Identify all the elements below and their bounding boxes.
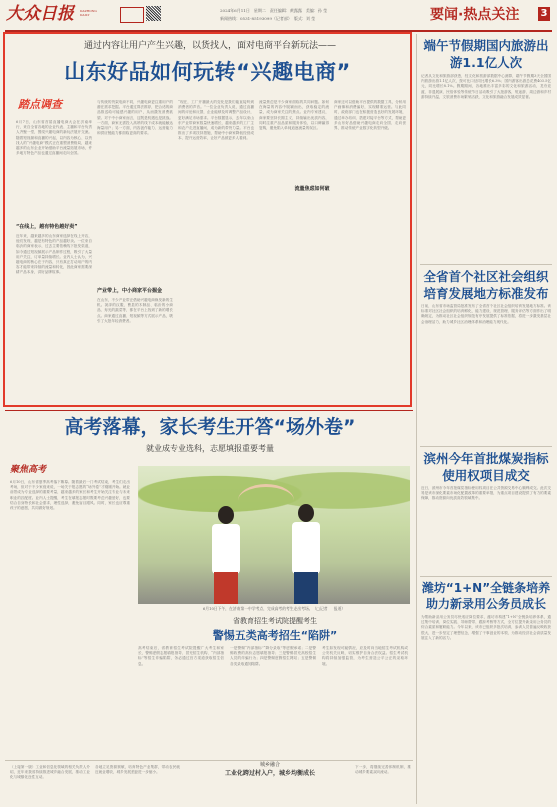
newspaper-logo: 大众日报 DAZHONG DAILY [6, 4, 97, 24]
bottom-body-left2: 各地立足资源禀赋，培育特色产业集群，带动农民就近就业增收，城乡发展差距进一步缩小。 [95, 765, 180, 775]
lead-body-col3: “现在，工厂开播最大的变化是我们能直接听到消费者的声音。”一位企业负责人说，通过直播间的评论和反馈，企业能够及时调整产品设计，更好满足市场需求。平台数据显示，去年以来山东产业带商家数量快速增长，越来越多的工厂主和农户走进直播间，成为新的带货力量。平台也推出了多项扶持措施，帮助中小商家降低经营成本、提升运营效率，让好产品被更多人看到。 [178, 100, 254, 141]
photo-raised-hands [238, 484, 294, 517]
bottom-body-right: 下一步，将继续完善体制机制，推动城乡要素双向流动。 [355, 765, 411, 775]
gaokao-headline: 高考落幕，家长考生开答“场外卷” [64, 416, 356, 438]
bottom-headline: 工业化跨过村入户，城乡均衡成长 [224, 770, 315, 777]
lead-body-col2: 与传统的货架电商不同，兴趣电商更注重用户的潜在需求挖掘。平台通过算法推荐，把合适的商品推送给可能感兴趣的用户，从而激发消费欲望。对于中小商家而言，这既是机遇也是挑战。一方面，商家无需投入高昂的线下成本就能触达海量用户；另一方面，内容创作能力、运营能力和供应链能力都面临更高的要求。 [97, 100, 173, 136]
gaokao-column-logo: 聚焦高考 [10, 465, 47, 475]
gaokao-second-body-2: 一是警惕“内部指标”“降分录取”等虚假承诺；二是警惕收费的高价志愿填报指导；三是警惕冒充高校招生人员的诈骗行为；四是警惕虚假招生网站；五是警惕各类录取通知陷阱。 [230, 646, 316, 666]
bottom-kicker: 城乡融合 [259, 762, 280, 768]
qr-code [146, 6, 161, 21]
page-number: 3 [538, 7, 550, 21]
right-top-headline: 端午节假期国内旅游出游1.1亿人次 [423, 38, 549, 70]
lead-body-col4: 流量焦虑是不少商家面临的共同问题。如何在海量的内容中脱颖而出，获取稳定的流量，成为商家关注的焦点。业内专家建议，商家要坚持长期主义，持续输出优质内容，同时注重产品品质和服务体验，以口碑赢得复购，避免陷入单纯追逐流量的误区。 [259, 100, 329, 131]
gaokao-body-col1: 6月10日，山东省夏季高考落下帷幕。随着最后一门考试结束，考生们走出考场，但对于不少家庭来说，一场关于报志愿的“场外卷”才刚刚开始。就业前景成为专业选择的重要考量，越来越多的家长和考生开始关注专业与未来职业的匹配度。业内人士提醒，考生在填报志愿时既要考虑兴趣爱好，也要结合自身特长和社会需求，理性选择，避免盲目跟风。同时，家长也应尊重孩子的意愿，共同做好规划。 [10, 480, 130, 511]
gaokao-second-headline: 警惕五类高考招生“陷阱” [212, 629, 338, 642]
gaokao-photo-caption: 6月10日下午，在济南第一中学考点，完成高考的考生走出考场。（□记者 报道） [202, 606, 346, 611]
column-logo: 踏点调查 [18, 98, 62, 111]
gaokao-photo [138, 466, 410, 604]
right-top-body: 记者从文化和旅游部获悉，经文化和旅游部数据中心测算，端午节假期3天全国国内旅游出游1.1亿人次，按可比口径同比增长6.3%；国内游客出游总花费403.5亿元，同比增长8.1%。假期期间，各地推出丰富多彩的文化和旅游活动，龙舟竞渡、非遗展演、民俗体验等传统节日活动吸引了大批游客，短途游、周边游和乡村游持续升温，文旅消费市场繁荣活跃，文化和旅游融合发展成效显著。 [421, 74, 551, 99]
masthead [0, 0, 557, 32]
subhead-2: 产业带上，中小商家平台掘金 [97, 288, 163, 294]
masthead-badges [120, 7, 144, 23]
bottom-body-left: （上接第一版）工业和信息化领域的相关负责人介绍，近年来我省持续推进城乡融合发展，推动工业化与城镇化良性互动。 [10, 765, 90, 780]
lead-body-col1: 6月7日，山东省首届直播电商大会在济南举行，来自全省各地的企业代表、主播和平台负责人齐聚一堂，围绕兴趣电商的新玩法展开交流。随着短视频和直播的兴起，以内容为核心、以货找人的“兴趣电商”模式正在重塑消费格局，越来越多的山东企业开始借助平台流量拓展市场，许多地方特色产品也通过直播间走向全国。 [16, 120, 92, 156]
gaokao-second-kicker: 省教育招生考试院提醒考生 [233, 617, 317, 625]
lead-body-col2b: 在山东，不少产业带正借助兴趣电商焕发新的生机。菏泽的汉服、曹县的木制品、临沂的小商品、寿光的蔬菜等，都在平台上找到了新的增长点。商家通过直播、短视频等方式展示产品，吸引了大批年轻消费者。 [97, 298, 173, 323]
lead-body-col1b: 近年来，越来越多的山东商家选择在线上开店，他们发现，越是有特色的产品越好卖。一位来自临沂的商家表示，过去主要依赖线下批发渠道，如今通过短视频展示产品制作过程，吸引了大量用户关注，订单量持续增长。业内人士认为，兴趣电商的核心在于内容，只有真正打动用户的内容才能带来持续的流量和转化，因此商家需要深耕产品本身，讲好品牌故事。 [16, 234, 92, 275]
right-low-headline: 滨州今年首批煤炭指标使用权项目成交 [423, 451, 549, 483]
gaokao-subhead: 就业成专业选科，志愿填报重要考量 [146, 444, 274, 453]
lead-headline: 山东好品如何玩转“兴趣电商” [64, 60, 351, 84]
right-rule-2 [420, 446, 552, 447]
right-rule-1 [420, 264, 552, 265]
gaokao-second-body-1: 高考结束后，省教育招生考试院提醒广大考生和家长，警惕虚假志愿填报指导、冒充招生机构、“内部指标”等招生诈骗陷阱，务必通过官方渠道获取招生信息。 [138, 646, 224, 666]
gaokao-second-body-3: 考生如发现可疑情况，应及时向当地招生考试机构或公安机关反映，切实维护自身合法权益。招生考试机构将持续加强监管，为考生营造公平公正的录取环境。 [322, 646, 408, 666]
right-mid-headline: 全省首个社区社会组织培育发展地方标准发布 [423, 269, 549, 301]
masthead-meta: 2024年6月11日 星期二 责任编辑：黄露露 美编：孙 莹 [220, 8, 328, 13]
subhead-3: 流量焦虑如何破 [294, 186, 330, 192]
right-bottom-body: 为帮助新录用公务员尽快适应岗位要求，潍坊市构建“1+N”全链条培养体系，通过集中培训、岗位实践、导师帮带、跟踪考核等方式，全方位提升新录用公务员的综合素质和履职能力。今年以来，该市已组织多批次培训，参训人员普遍反映收获很大，进一步坚定了理想信念，增强了干事创业的本领，为推动经济社会高质量发展注入了新的活力。 [421, 615, 551, 640]
right-bottom-headline: 潍坊“1+N”全链条培养助力新录用公务员成长 [421, 581, 551, 611]
photo-student-left [208, 506, 244, 604]
masthead-contact: 新闻热线：0531-85193099（记者部） 版式：刘 莹 [220, 16, 316, 21]
right-low-body: 近日，滨州市今年首批煤炭指标使用权项目在公共资源交易中心顺利成交。此次交易是该市深化要素市场化配置改革的重要举措，为重点项目建设提供了有力的要素保障，推动资源向优质高效领域集中。 [421, 486, 551, 501]
lead-body-col5: 商家还可以借助平台提供的数据工具，分析用户画像和消费偏好，实现精准运营。与此同时，政府部门也在积极营造良好的发展环境，通过举办培训、搭建对接平台等方式，帮助更多山东好品借助兴趣电商走向全国、走向世界，推动传统产业数字化转型升级。 [334, 100, 406, 131]
right-mid-body: 日前，山东省市场监管局批准发布了全省首个社区社会组织培育发展地方标准。该标准对社区社会组织的培育孵化、能力建设、规范管理、服务评估等方面作出了明确规定，为推动社区社会组织规范有序发展提供了标准依据，将进一步激发基层社会治理活力，助力城乡社区治理体系和治理能力现代化。 [421, 304, 551, 324]
bottom-strip-rule [5, 760, 413, 761]
right-column-divider [416, 34, 417, 804]
gaokao-top-rule [5, 410, 413, 411]
photo-student-right [288, 504, 324, 604]
lead-kicker: 通过内容让用户产生兴趣，以货找人，面对电商平台新玩法—— [83, 41, 336, 51]
right-rule-3 [420, 576, 552, 577]
section-title: 要闻·热点关注 [430, 7, 520, 23]
subhead-1: “在线上，越有特色越好卖” [16, 224, 78, 230]
